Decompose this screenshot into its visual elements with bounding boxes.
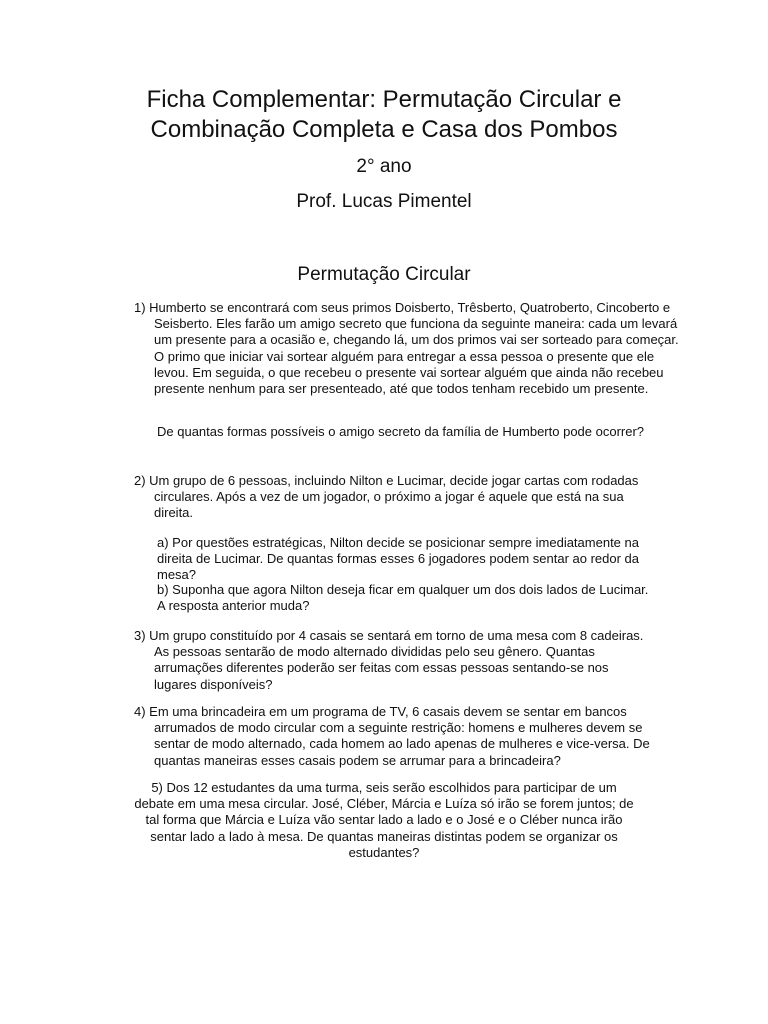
question-2b: b) Suponha que agora Nilton deseja ficar em qualquer um dos dois lados de Lucimar. A resposta anterior muda? (157, 582, 649, 614)
teacher-name: Prof. Lucas Pimentel (296, 191, 472, 212)
question-1-prompt: De quantas formas possíveis o amigo secreto da família de Humberto pode ocorrer? (157, 424, 645, 439)
question-4-text: 4) Em uma brincadeira em um programa de TV, 6 casais devem se sentar em bancos arrumados de modo circular com a seguinte restrição: homens e mulheres devem se sentar de modo alternado, cada homem ao lado apenas de mulheres e vice-versa. De quantas maneiras esses casais podem se arrumar para a brincadeira? (134, 704, 650, 768)
document-title (100, 85, 668, 145)
title-line-2: Combinação Completa e Casa dos Pombos (150, 116, 618, 143)
question-2-text: 2) Um grupo de 6 pessoas, incluindo Nilton e Lucimar, decide jogar cartas com rodadas circulares. Após a vez de um jogador, o próximo a jogar é aquele que está na sua direita. (134, 473, 639, 521)
grade-label: 2° ano (356, 156, 412, 177)
question-2a: a) Por questões estratégicas, Nilton decide se posicionar sempre imediatamente na direita de Lucimar. De quantas formas esses 6 jogadores podem sentar ao redor da mesa? (157, 535, 639, 583)
title-line-1: Ficha Complementar: Permutação Circular e (146, 86, 622, 113)
question-5-text: 5) Dos 12 estudantes da uma turma, seis serão escolhidos para participar de um debate em uma mesa circular. José, Cléber, Márcia e Luíza só irão se forem juntos; de tal forma que Márcia e Luíza vão sentar lado a lado e o José e o Cléber nunca irão sentar lado a lado à mesa. De quantas maneiras distintas podem se organizar os estudantes? (134, 780, 634, 860)
section-title: Permutação Circular (297, 264, 471, 285)
question-3-text: 3) Um grupo constituído por 4 casais se sentará em torno de uma mesa com 8 cadeiras. As pessoas sentarão de modo alternado divididas pelo seu gênero. Quantas arrumações diferentes poderão ser feitas com essas pessoas sentando-se nos lugares disponíveis? (134, 628, 644, 692)
question-1-text: 1) Humberto se encontrará com seus primos Doisberto, Trêsberto, Quatroberto, Cincoberto e Seisberto. Eles farão um amigo secreto que funciona da seguinte maneira: cada um levará um presente para a ocasião e, chegando lá, um dos primos vai ser sorteado para começar. O primo que iniciar vai sortear alguém para entregar a essa pessoa o presente que ele levou. Em seguida, o que recebeu o presente vai sortear alguém que ainda não recebeu presente nenhum para ser presenteado, até que todos tenham recebido um presente. (134, 300, 679, 397)
